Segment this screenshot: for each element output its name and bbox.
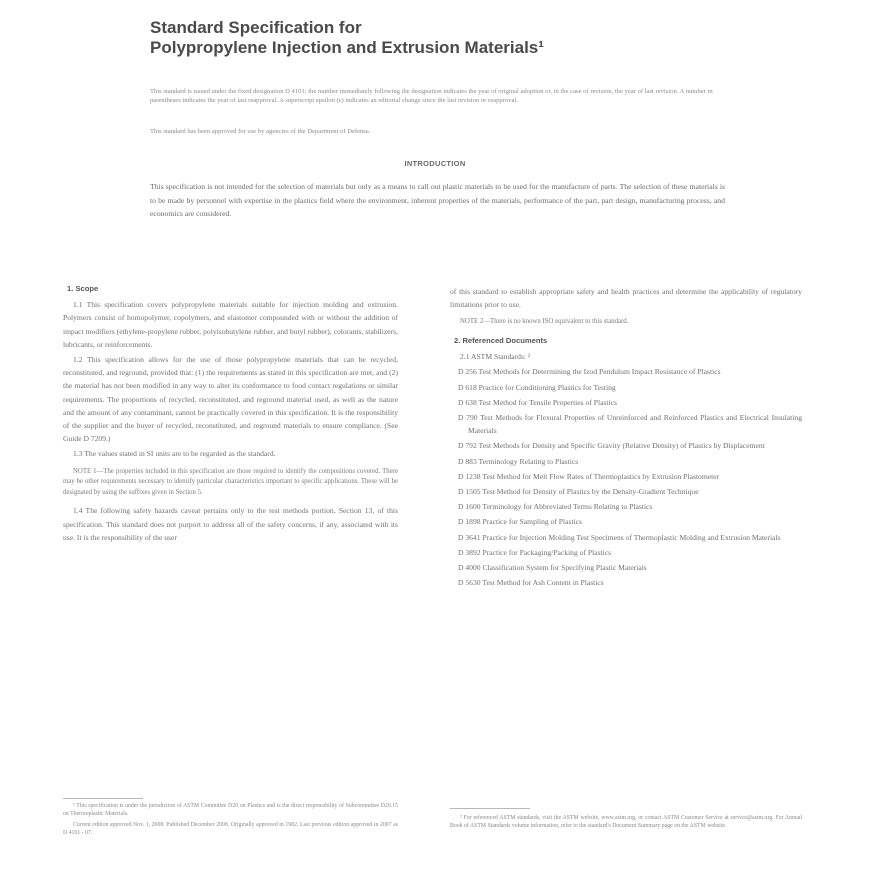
reference-item: D 618 Practice for Conditioning Plastics for Testing [458,382,616,392]
footnote-divider [63,798,143,799]
approval-note: This standard has been approved for use by agencies of the Department of Defense. [150,128,371,135]
section-heading-scope: 1. Scope [67,284,99,293]
reference-item: D 1238 Test Method for Melt Flow Rates of Thermoplastics by Extrusion Plastometer [458,471,720,481]
right-column [450,285,802,591]
reference-item: D 5630 Test Method for Ash Content in Plastics [458,578,604,588]
standard-designation-note: This standard is issued under the fixed designation D 4101; the number immediately following the designation indicates the year of original adoption or, in the case of revision, the year of last revision. A number in parentheses indicates the year of last reapproval. A superscript epsilon (ε) indicates an editorial change since the last revision or reapproval. [150,88,713,104]
reference-item: D 1505 Test Method for Density of Plastics by the Density-Gradient Technique [458,487,699,497]
reference-list [450,365,802,589]
footnotes-left [63,803,398,841]
introduction-text: This specification is not intended for the selection of materials but only as a means to call out plastic materials to be used for the manufacture of parts. The selection of these materials is to be made by personnel with expertise in the plastics field where the environment, inherent properties of the materials, performance of the part, part design, manufacturing process, and economics are considered. [150,182,725,218]
introduction-heading: INTRODUCTION [404,159,466,168]
reference-item: D 256 Test Methods for Determining the Izod Pendulum Impact Resistance of Plastics [458,367,721,377]
title-line-2: Polypropylene Injection and Extrusion Materials¹ [150,38,544,57]
note-2: NOTE 2—There is no known ISO equivalent to this standard. [460,318,629,326]
reference-item: D 790 Test Methods for Flexural Properties of Unreinforced and Reinforced Plastics and Electrical Insulating Materials [458,413,802,436]
reference-item: D 3641 Practice for Injection Molding Test Specimens of Thermoplastic Molding and Extrusion Materials [458,532,781,542]
scope-paragraph: 1.4 The following safety hazards caveat pertains only to the test methods portion, Section 13, of this specification. This standard does not purport to address all of the safety concerns, if any, associated with its use. It is the responsibility of the user [63,506,398,542]
left-column [63,280,398,546]
scope-paragraph: 1.1 This specification covers polypropylene materials suitable for injection molding and extrusion. Polymers consist of homopolymer, copolymers, and elastomer compounded with or without the addition of impact modifiers (ethylene-propylene rubber, polyisobutylene rubber, and butyl rubber), colorants, stabilizers, lubricants, or reinforcements. [63,300,398,349]
scope-continuation: of this standard to establish appropriate safety and health practices and determine the applicability of regulatory limitations prior to use. [450,287,802,310]
footnote-divider [450,808,530,809]
reference-item: D 1600 Terminology for Abbreviated Terms Relating to Plastics [458,502,653,512]
reference-item: D 638 Test Method for Tensile Properties of Plastics [458,397,617,407]
footnote: Current edition approved Nov. 1, 2008. Published December 2008. Originally approved in 1982. Last previous edition approved in 2007 as D 4101 - 07. [63,822,398,836]
reference-item: D 1898 Practice for Sampling of Plastics [458,517,583,527]
document-title [150,18,710,58]
reference-item: D 4000 Classification System for Specifying Plastic Materials [458,563,647,573]
scope-paragraph: 1.3 The values stated in SI units are to be regarded as the standard. [73,449,276,459]
reference-item: D 792 Test Methods for Density and Specific Gravity (Relative Density) of Plastics by Displacement [458,441,765,451]
reference-item: D 3892 Practice for Packaging/Packing of Plastics [458,547,612,557]
scope-paragraph: 1.2 This specification allows for the use of those polypropylene materials that can be recycled, reconstituted, and reground, provided that: (1) the requirements as stated in this specification are met, and (2) the material has not been modified in any way to alter its conformance to food contact regulations or similar requirements. The proportions of recycled, reconstituted, and reground material used, as well as the nature and the amount of any contaminant, cannot be practically covered in this specification. It is the responsibility of the supplier and the buyer of recycled, reconstituted, and reground materials to ensure compliance. (See Guide D 7209.) [63,355,398,444]
title-line-1: Standard Specification for [150,18,362,37]
footnote: ² For referenced ASTM standards, visit the ASTM website, www.astm.org, or contact ASTM Customer Service at service@astm.org. For Annual Book of ASTM Standards volume information, refer to the standard's Document Summary page on the ASTM website. [450,815,802,829]
astm-standards-subheading: 2.1 ASTM Standards: ² [460,352,531,362]
footnotes-right [450,815,802,834]
reference-item: D 883 Terminology Relating to Plastics [458,456,579,466]
note-1: NOTE 1—The properties included in this specification are those required to identify the compositions covered. There may be other requirements necessary to identify particular characteristics important to specific applications. These will be designated by using the suffixes given in Section 5. [63,467,398,496]
footnote: ¹ This specification is under the jurisdiction of ASTM Committee D20 on Plastics and is the direct responsibility of Subcommittee D20.15 on Thermoplastic Materials. [63,803,398,817]
section-heading-references: 2. Referenced Documents [454,336,548,345]
